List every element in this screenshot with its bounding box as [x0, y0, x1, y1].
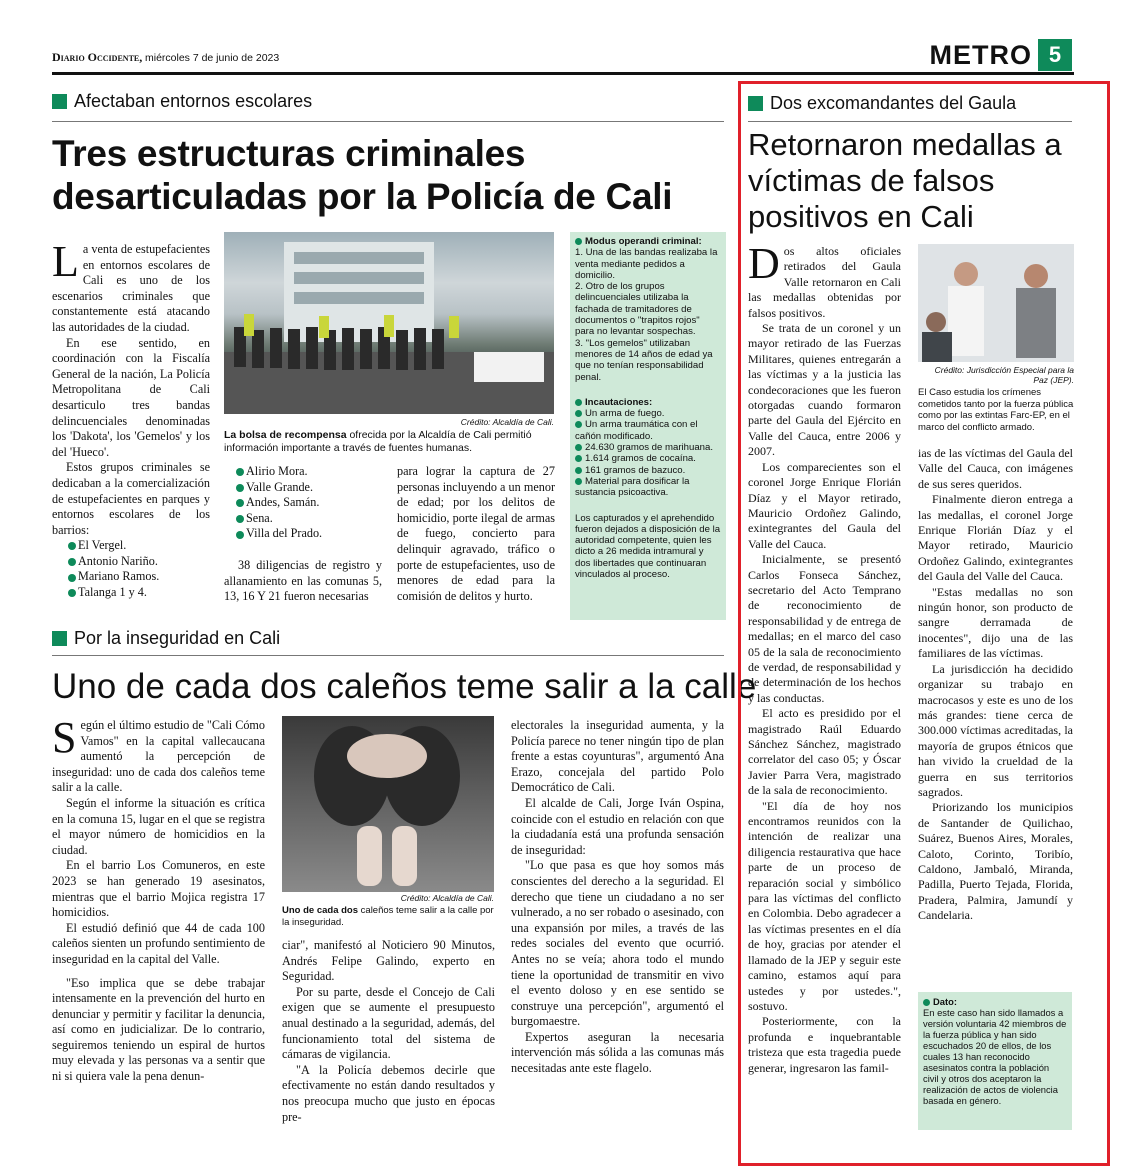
kicker-rule: [52, 655, 724, 656]
article3-col2: [918, 446, 1073, 976]
article2-kicker: [52, 627, 722, 649]
list-item: Valle Grande.: [236, 480, 382, 496]
box-text: 3. "Los gemelos" utilizaban menores de 14 años de edad ya que no tenían responsabilidad penal.: [575, 337, 713, 383]
paragraph: Estos grupos criminales se dedicaban a la comercialización de estupefacientes en parques y entornos escolares de los barrios:: [52, 460, 210, 537]
paragraph: ias de las víctimas del Gaula del Valle del Cauca, con imágenes de sus seres queridos.: [918, 446, 1073, 491]
barrios-list: [68, 538, 210, 600]
paragraph: "Estas medallas no son ningún honor, son producto de sangre derramada de inocentes", dijo una de las familiares de las víctimas.: [918, 584, 1073, 661]
list-item: Talanga 1 y 4.: [68, 585, 210, 601]
fear-photo: [282, 716, 494, 892]
bullet-icon: [923, 999, 930, 1006]
box-text: 1. Una de las bandas realizaba la venta mediante pedidos a domicilio.: [575, 247, 718, 281]
list-item: Sena.: [236, 511, 382, 527]
hands-feet-illustration: [282, 716, 494, 892]
photo-caption: [224, 429, 554, 455]
paragraph: os altos oficiales retirados del Gaula Valle retornaron en Cali las medallas obtenidas por falsos positivos.: [748, 244, 901, 320]
crowd-illustration: [224, 232, 554, 414]
kicker-text: Dos excomandantes del Gaula: [770, 92, 1017, 113]
paragraph: egún el último estudio de "Cali Cómo Vamos" en la capital vallecaucana aumentó la percepción de inseguridad: uno de cada dos caleños teme salir a la calle.: [52, 718, 265, 795]
bullet-icon: [236, 499, 244, 507]
jep-photo: [918, 244, 1074, 362]
paragraph: El acto es presidido por el magistrado Raúl Eduardo Sánchez Sánchez, magistrado correlator del caso 05; y Óscar Javier Parra Vera, magistrado de la sala de reconocimiento.: [748, 706, 901, 798]
kicker-rule: [52, 121, 724, 122]
bullet-icon: [575, 444, 582, 451]
bullet-icon: [68, 558, 76, 566]
list-item: Antonio Nariño.: [68, 554, 210, 570]
bullet-icon: [575, 238, 582, 245]
dato-box: [918, 992, 1072, 1130]
kicker-square-icon: [52, 94, 67, 109]
article1-col3: [397, 464, 555, 624]
photo-caption: El Caso estudia los crímenes cometidos tanto por la fuerza pública como por las extintas Farc-EP, en el marco del conflicto armado.: [918, 387, 1074, 433]
paragraph: La jurisdicción ha decidido organizar su trabajo en macrocasos y este es uno de los más grandes: tiene cerca de 300.000 víctimas acreditadas, la mayoría de grupos étnicos que han vivido la crueldad de la guerra en sus territorios sagrados.: [918, 661, 1073, 799]
article2-col2: [282, 938, 495, 1128]
bullet-icon: [575, 478, 582, 485]
box-heading: Dato:: [933, 996, 957, 1007]
article2-title: Uno de cada dos caleños teme salir a la calle: [52, 667, 757, 706]
box-text: 2. Otro de los grupos delincuenciales utilizaba la fachada de tramitadores de documentos o "trapitos rojos" para no levantar sospechas.: [575, 281, 700, 338]
box-text: 161 gramos de bazuco.: [585, 464, 686, 476]
kicker-square-icon: [52, 631, 67, 646]
photo-credit: Crédito: Jurisdicción Especial para la Paz (JEP).: [934, 365, 1074, 385]
article3-col1: [748, 239, 901, 1124]
bullet-icon: [236, 468, 244, 476]
list-item: Andes, Samán.: [236, 495, 382, 511]
paragraph: Por su parte, desde el Concejo de Cali exigen que se aumente el presupuesto anual destinado a la seguridad, además, del funcionamiento total del sistema de cámaras de vigilancia.: [282, 984, 495, 1062]
box-text: Los capturados y el aprehendido fueron dejados a disposición de la autoridad competente, quien les dicto a 26 medida intramural y dos libertades que continuaran vinculados al proceso.: [575, 512, 721, 581]
paragraph: En el barrio Los Comuneros, en este 2023 se han generado 19 asesinatos, mientras que el barrio Mojica registra 17 homicidios.: [52, 858, 265, 920]
paper-name: Diario Occidente,: [52, 50, 143, 64]
bullet-icon: [68, 589, 76, 597]
drop-cap: D: [748, 239, 780, 288]
article3-kicker: [748, 92, 1078, 114]
box-heading: Modus operandi criminal:: [585, 236, 702, 247]
issue-date: miércoles 7 de junio de 2023: [144, 52, 280, 64]
kicker-square-icon: [748, 96, 763, 111]
box-text: Material para dosificar la sustancia psicoactiva.: [575, 475, 690, 499]
paragraph: 38 diligencias de registro y allanamiento en las comunas 5, 13, 16 Y 21 fueron necesarias: [224, 557, 382, 604]
article1-col1: [52, 237, 210, 622]
bullet-icon: [236, 515, 244, 523]
caption-text: ofrecida por la Alcaldía de Cali permitió información importante a través de fuentes humanas.: [224, 429, 532, 454]
article1-kicker: [52, 90, 722, 112]
box-text: Un arma de fuego.: [585, 408, 665, 420]
caption-text: caleños teme salir a la calle por la inseguridad.: [282, 905, 494, 928]
paragraph: "Lo que pasa es que hoy somos más conscientes del derecho a la seguridad. El derecho que tiene un ciudadano a no ser vulnerado, a no ser robado o asesinado, con una expansión por miles, a través de las redes sociales del evento que ocurrió. Antes no se veía; ahora todo el mundo tiene la oportunidad de transmitir en vivo el evento doloso y en ese sentido se construye una percepción", argumentó el burgomaestre.: [511, 858, 724, 1029]
photo-caption: [282, 905, 494, 931]
paragraph: Inicialmente, se presentó Carlos Fonseca Sánchez, secretario del Acto Temprano de reconocimiento de responsabilidad y de entrega de medallas; en el marco del caso 05 de la sala de reconocimiento de verdad, de responsabilidad y de determinación de los hechos y las conductas.: [748, 552, 901, 705]
bullet-icon: [236, 531, 244, 539]
page-number: 5: [1038, 39, 1072, 71]
officers-illustration: [918, 244, 1074, 362]
kicker-text: Por la inseguridad en Cali: [74, 627, 281, 648]
box-text: Un arma traumática con el cañón modificado.: [575, 419, 698, 442]
header-rule: [52, 72, 1074, 75]
paragraph: para lograr la captura de 27 personas incluyendo a un menor de edad; por los delitos de homicidio, porte ilegal de armas de fuego, concierto para delinquir agravado, tráfico o porte de estupefacientes, uso de menores de edad para la comisión de delitos y hurto.: [397, 464, 555, 603]
bullet-icon: [68, 574, 76, 582]
list-item: El Vergel.: [68, 538, 210, 554]
article2-col3: [511, 718, 724, 1128]
box-heading: Incautaciones:: [585, 396, 653, 408]
paragraph: electorales la inseguridad aumenta, y la Policía parece no tener ningún tipo de plan frente a estas coyunturas", argumentó Ana Erazo, concejala del partido Polo Democrático de Cali.: [511, 718, 724, 795]
list-item: Mariano Ramos.: [68, 569, 210, 585]
bullet-icon: [575, 410, 582, 417]
kicker-rule: [748, 121, 1072, 122]
barrios-list-b: [236, 464, 382, 542]
bullet-icon: [575, 399, 582, 406]
article1-title: Tres estructuras criminales desarticuladas por la Policía de Cali: [52, 133, 673, 217]
paragraph: El alcalde de Cali, Jorge Iván Ospina, coincide con el estudio en relación con que la ciudadanía está una profunda sensación de inseguridad:: [511, 795, 724, 857]
list-item: Villa del Prado.: [236, 526, 382, 542]
photo-credit: Crédito: Alcaldía de Cali.: [400, 893, 494, 903]
bullet-icon: [575, 455, 582, 462]
caption-bold: Uno de cada dos: [282, 905, 359, 916]
drop-cap: S: [52, 713, 77, 762]
section-name: METRO: [929, 40, 1032, 70]
info-box: [570, 232, 726, 620]
paragraph: Priorizando los municipios de Santander de Quilichao, Suárez, Buenos Aires, Morales, Caloto, Corinto, Toribío, Caldono, Jambaló, Miranda, Padilla, Puerto Tejada, Florida, Pradera, Palmira, Jamundí y Candelaria.: [918, 800, 1073, 923]
paragraph: "Eso implica que se debe trabajar intensamente en la prevención del hurto en denunciar y permitir y facilitar la denuncia, así como en judicializar. De lo contrario, seguiremos teniendo un espiral de hurtos muy elevada y las personas va a sentir que ni si quiera vale la pena denun-: [52, 975, 265, 1084]
bullet-icon: [575, 467, 582, 474]
drop-cap: L: [52, 237, 79, 286]
bullet-icon: [575, 421, 582, 428]
paragraph: a venta de estupefacientes en entornos escolares de Cali es uno de los escenarios criminales que constantemente está atacando las autoridades de la ciudad.: [52, 242, 210, 334]
box-text: 24.630 gramos de marihuana.: [585, 442, 713, 454]
masthead: [52, 50, 552, 66]
article2-col1: [52, 713, 265, 1128]
paragraph: El estudió definió que 44 de cada 100 caleños sienten un profundo sentimiento de inseguridad en la capital del Valle.: [52, 920, 265, 966]
bullet-icon: [236, 484, 244, 492]
paragraph: Posteriormente, con la profunda e inquebrantable tristeza que esta tragedia puede generar, ingresaron las famil-: [748, 1014, 901, 1075]
paragraph: "A la Policía debemos decirle que efectivamente no están dando resultados y nos preocupa mucho que justo en épocas pre-: [282, 1062, 495, 1124]
caption-bold: La bolsa de recompensa: [224, 429, 347, 441]
article3-title: Retornaron medallas a víctimas de falsos positivos en Cali: [748, 127, 1062, 234]
paragraph: ciar", manifestó al Noticiero 90 Minutos, Andrés Felipe Galindo, experto en Seguridad.: [282, 938, 495, 984]
paragraph: Se trata de un coronel y un mayor retirado de las Fuerzas Militares, quienes entregarán a las víctimas y a la justicia las condecoraciones que les fueron otorgadas cuando formaron parte del Gaula del Ejército en Valle del Cauca, entre 2006 y 2007.: [748, 321, 901, 459]
paragraph: Según el informe la situación es crítica en la comuna 15, lugar en el que se registra el mayor número de homicidios en la ciudad.: [52, 795, 265, 857]
photo-credit: Crédito: Alcaldía de Cali.: [460, 417, 554, 427]
article1-col2: [224, 464, 382, 624]
kicker-text: Afectaban entornos escolares: [74, 90, 313, 111]
paragraph: Expertos aseguran la necesaria intervención más sólida a las comunas más necesitadas ante este flagelo.: [511, 1029, 724, 1076]
bullet-icon: [68, 542, 76, 550]
paragraph: "El día de hoy nos encontramos reunidos con la intención de realizar una diligencia restaurativa que hace parte de un proceso de reparación social y simbólico para las víctimas del conflicto en Colombia. Debo agradecer a las víctimas presentes en el día de hoy, gracias por atender el llamado de la JEP y seguir este camino, estamos aquí para ustedes y por ustedes.", sostuvo.: [748, 798, 901, 1013]
paragraph: Los comparecientes son el coronel Jorge Enrique Florián Díaz y el Mayor retirado, Mauricio Ordoñez Galindo, exintegrantes del Gaula del Valle del Cauca.: [748, 459, 901, 551]
box-text: En este caso han sido llamados a versión voluntaria 42 miembros de la fuerza pública y han sido escuchados 20 de ellos, de los cuales 13 han reconocido asesinatos contra la población civil y otros dos aceptaron la realización de actos de violencia basada en género.: [923, 1007, 1067, 1106]
box-text: 1.614 gramos de cocaína.: [585, 453, 696, 465]
paragraph: En ese sentido, en coordinación con la Fiscalía General de la nación, La Policía Metropolitana de Cali desarticulo tres bandas delincuenciales denominadas los 'Dakota', los 'Gemelos' y los del 'Hueco'.: [52, 335, 210, 459]
list-item: Alirio Mora.: [236, 464, 382, 480]
arrest-photo: [224, 232, 554, 414]
paragraph: Finalmente dieron entrega a las medallas, el coronel Jorge Enrique Florián Díaz y el Mayor retirado, Mauricio Ordoñez Galindo, exintegrantes del Gaula del Valle del Cauca.: [918, 492, 1073, 584]
